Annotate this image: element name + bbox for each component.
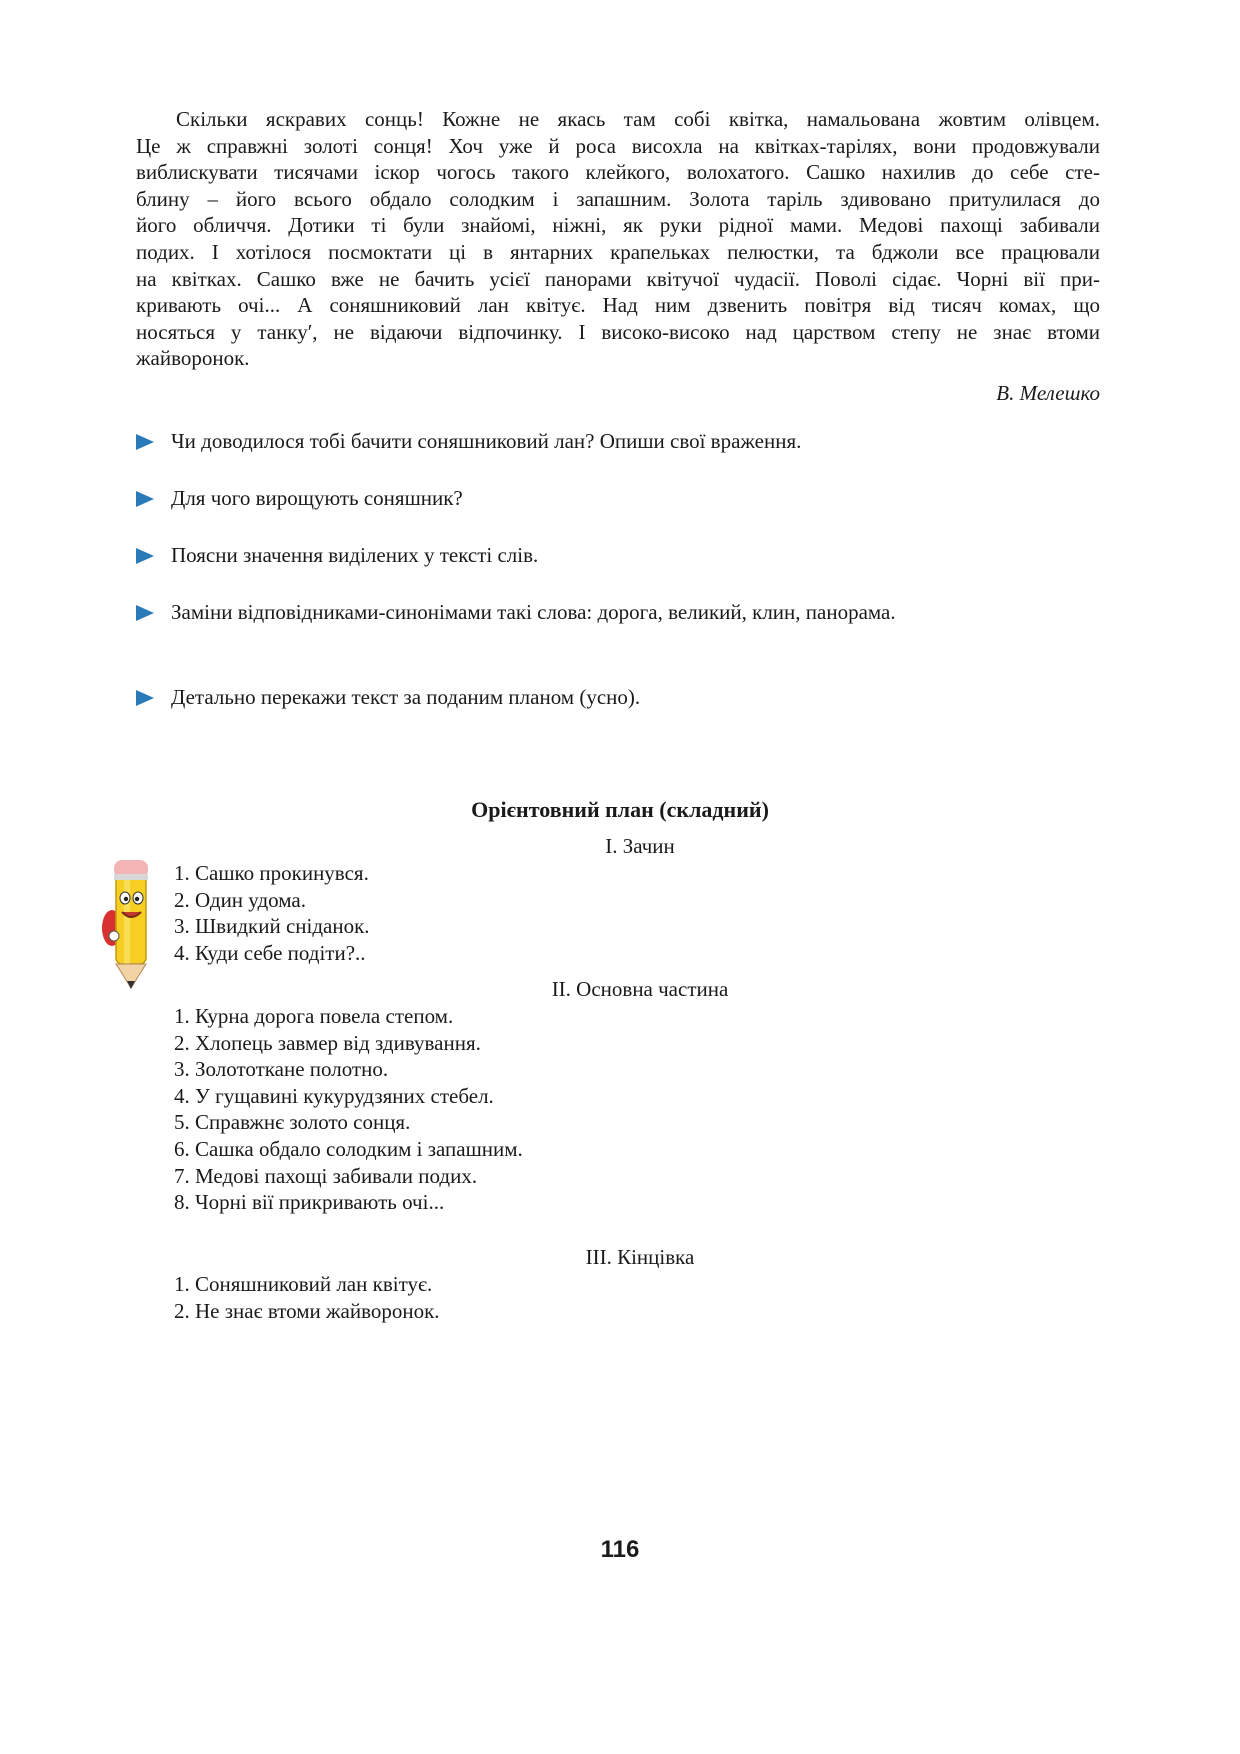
task-item [136, 540, 1116, 570]
task-text: Поясни значення виділених у тексті слів. [171, 543, 539, 567]
plan-item: 1. Сашко прокинувся. [174, 861, 369, 885]
plan-item: 6. Сашка обдало солодким і запашним. [174, 1136, 523, 1161]
plan-section-heading: ІІІ. Кінцівка [585, 1245, 695, 1269]
plan-section-heading: І. Зачин [605, 834, 675, 858]
passage-line: на квітках. Сашко вже не бачить усієї панорами квітучої чудасії. Поволі сідає. Чорні вії при- [136, 266, 1100, 291]
plan-item: 3. Швидкий сніданок. [174, 914, 370, 939]
triangle-bullet-icon [136, 548, 154, 564]
plan-item: 4. У гущавині кукурудзяних стебел. [174, 1083, 494, 1108]
plan-item: 8. Чорні вії прикривають очі... [174, 1190, 445, 1215]
task-text: Чи доводилося тобі бачити соняшниковий лан? Опиши свої враження. [171, 429, 802, 453]
passage-line: кривають очі... А соняшниковий лан квітує. Над ним дзвенить повітря від тисяч комах, що [136, 293, 1100, 318]
plan-section-list [174, 1003, 523, 1216]
passage-line: блину – його всього обдало солодким і запашним. Золота таріль здивовано притулилася до [136, 186, 1100, 211]
plan-item: 3. Золототкане полотно. [174, 1057, 389, 1082]
passage-line: Це ж справжні золоті сонця! Хоч уже й роса висохла на квітках-тарілях, вони продовжували [136, 133, 1100, 158]
plan-item: 5. Справжнє золото сонця. [174, 1110, 411, 1135]
triangle-bullet-icon [136, 690, 154, 706]
page-number: 116 [600, 1536, 640, 1563]
passage-line: носяться у танку′, не відаючи відпочинку. І високо-високо над царством степу не знає втоми [136, 319, 1100, 344]
passage-line: виблискувати тисячами іскор чогось такого клейкого, волохатого. Сашко нахилив до себе сте- [136, 160, 1100, 185]
triangle-bullet-icon [136, 491, 154, 507]
passage-line: подих. І хотілося посмоктати ці в янтарних крапельках пелюстки, та бджоли все працювали [136, 239, 1100, 264]
passage-line: його обличчя. Дотики ті були знайомі, ніжні, як руки рідної мами. Медові пахощі забивали [136, 213, 1100, 238]
plan-item: 2. Один удома. [174, 887, 306, 912]
plan-item: 1. Соняшниковий лан квітує. [174, 1272, 433, 1296]
task-text: Заміни відповідниками-синонімами такі слова: дорога, великий, клин, панорама. [171, 600, 896, 624]
plan-item: 2. Не знає втоми жайворонок. [174, 1298, 440, 1323]
plan-item: 2. Хлопець завмер від здивування. [174, 1030, 481, 1055]
plan-section-list [174, 1271, 440, 1324]
pencil-mascot-icon [100, 852, 170, 992]
passage-author: В. Мелешко [996, 381, 1100, 405]
triangle-bullet-icon [136, 434, 154, 450]
task-item [136, 483, 1116, 513]
task-item [136, 597, 1116, 627]
plan-section-list [174, 860, 370, 966]
plan-section-heading: ІІ. Основна частина [551, 977, 729, 1001]
task-text: Для чого вирощують соняшник? [171, 486, 463, 510]
reading-passage [136, 106, 1100, 372]
task-item [136, 682, 1116, 712]
plan-item: 7. Медові пахощі забивали подих. [174, 1163, 478, 1188]
task-item [136, 426, 1116, 456]
passage-line: Скільки яскравих сонць! Кожне не якась там собі квітка, намальована жовтим олівцем. [176, 107, 1100, 131]
plan-item: 1. Курна дорога повела степом. [174, 1004, 454, 1028]
plan-title: Орієнтовний план (складний) [471, 797, 769, 822]
passage-line: жайворонок. [136, 346, 250, 371]
triangle-bullet-icon [136, 605, 154, 621]
plan-item: 4. Куди себе подіти?.. [174, 940, 366, 965]
task-text: Детально перекажи текст за поданим планом (усно). [171, 685, 641, 709]
